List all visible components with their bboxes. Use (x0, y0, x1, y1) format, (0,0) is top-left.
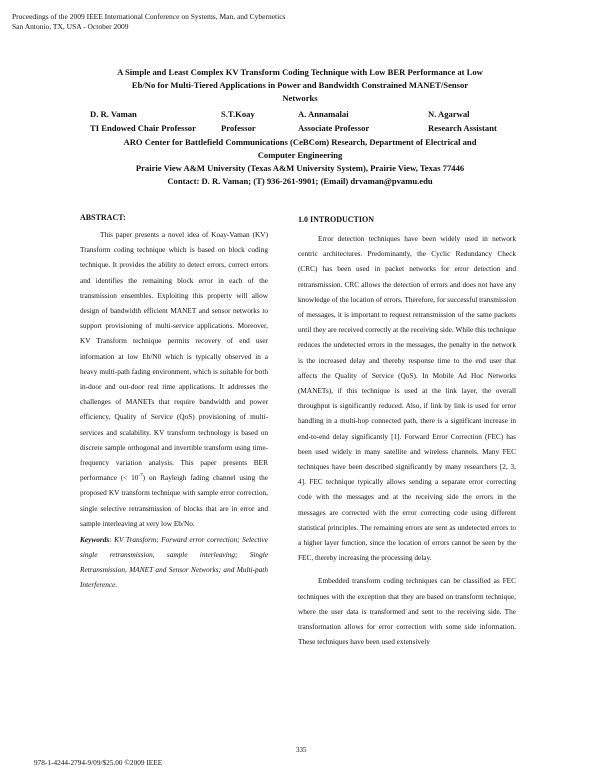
page-number: 335 (296, 746, 307, 754)
intro-paragraph: Error detection techniques have been widely used in network centric architectures. Predominantly, the Cyclic Redundancy Check (CRC) has been used in packet networks for error detection and retransmission. CRC allows the detection of errors and does not have any knowledge of the location of errors. Therefore, for successful transmission of messages, it is important to request retransmission of the same packets until they are received correctly at the receiving side. While this technique reduces the undetected errors in the messages, the penalty in the network is the increased delay and thereby response time to the end user that affects the Quality of Service (QoS). In Mobile Ad Hoc Networks (MANETs), if this technique is used at the link layer, the overall throughput is significantly reduced. Also, if link by link is used for error handling in a multi-hop connected path, there is a significant increase in end-to-end delay significantly [1]. Forward Error Correction (FEC) has been used widely in many satellite and wireless channels. Many FEC techniques have been described significantly by many researchers [2, 3, 4]. FEC technique typically allows sending a separate error correcting code with the messages and at the receiving side the errors in the messages are corrected with the error correcting code using different statistical principles. The remaining errors are sent as undetected errors to a higher layer function, since the location of errors cannot be seen by the FEC, thereby increasing the processing delay. (298, 234, 516, 563)
affiliation (40, 136, 560, 188)
author-role: Professor (221, 123, 256, 133)
abstract-body: This paper presents a novel idea of Koay-Vaman (KV) Transform coding technique which is based on block coding technique. It provides the ability to detect errors, correct errors and identifies the remaining block error in each of the transmission ensembles. Exploiting this property will allow design of bandwidth efficient MANET and sensor networks to support provisioning of multi-service applications. Moreover, KV Transform technique permits recovery of end user information at low Eb/N0 which is typically observed in a heavy multi-path fading environment, which is suitable for both in-door and out-door real time applications. It addresses the challenges of MANETs that require bandwidth and power efficiency, Quality of Service (QoS) provisioning of multi-services and scalability. KV transform technology is based on discrete sample orthogonal and invertible transform using time-frequency variation analysis. This paper presents BER performance (< 10 (80, 230, 268, 483)
paper-title (60, 66, 540, 105)
ber-exponent: -7 (138, 473, 143, 479)
abstract-text (80, 227, 268, 531)
keywords-text: : KV Transform; Forward error correction; Selective single retransmission, sample interleaving; Single Retransmission, MANET and Sensor Networks; and Multi-path Interference. (80, 535, 268, 590)
author-name: D. R. Vaman (90, 109, 137, 119)
intro-paragraph: Embedded transform coding techniques can be classified as FEC techniques with the exception that they are based on transform technique, where the user data is transformed and sent to the receiving side. The transformation allows for error correction with some side information. These techniques have been used extensively (298, 576, 516, 647)
keywords-label: Keywords (80, 535, 110, 545)
author-role: Research Assistant (428, 123, 497, 133)
author-name: N. Agarwal (428, 109, 470, 119)
author-role: Associate Professor (298, 123, 370, 133)
introduction-heading: 1.0 INTRODUCTION (298, 215, 375, 224)
affiliation-line: Computer Engineering (257, 150, 343, 160)
affiliation-line: Prairie View A&M University (Texas A&M University System), Prairie View, Texas 77446 (135, 163, 465, 173)
affiliation-line: ARO Center for Battlefield Communications (CeBCom) Research, Department of Electrical and (123, 137, 477, 147)
title-line: A Simple and Least Complex KV Transform Coding Technique with Low BER Performance at Low (117, 67, 483, 77)
author-name: S.T.Koay (221, 109, 255, 119)
abstract-heading: ABSTRACT: (80, 213, 126, 222)
title-line: Eb/No for Multi-Tiered Applications in Power and Bandwidth Constrained MANET/Sensor (131, 80, 469, 90)
proceedings-line: Proceedings of the 2009 IEEE International Conference on Systems, Man, and Cybernetics (12, 12, 286, 21)
keywords (80, 532, 268, 592)
conference-location: San Antonio, TX, USA - October 2009 (12, 22, 129, 31)
isbn-footer: 978-1-4244-2794-9/09/$25.00 ©2009 IEEE (34, 758, 163, 767)
title-line: Networks (282, 93, 318, 103)
abstract-section (80, 210, 268, 592)
abstract-body-end: ) on Rayleigh fading channel using the proposed KV transform technique with sample error correction, single selective retransmission of blocks that are in error and sample interleaving at very low Eb/No. (80, 473, 269, 528)
author-role: TI Endowed Chair Professor (90, 123, 196, 133)
introduction-section (298, 212, 516, 649)
contact-line: Contact: D. R. Vaman; (T) 936-261-9901; (Email) drvaman@pvamu.edu (167, 176, 433, 186)
author-name: A. Annamalai (298, 109, 349, 119)
